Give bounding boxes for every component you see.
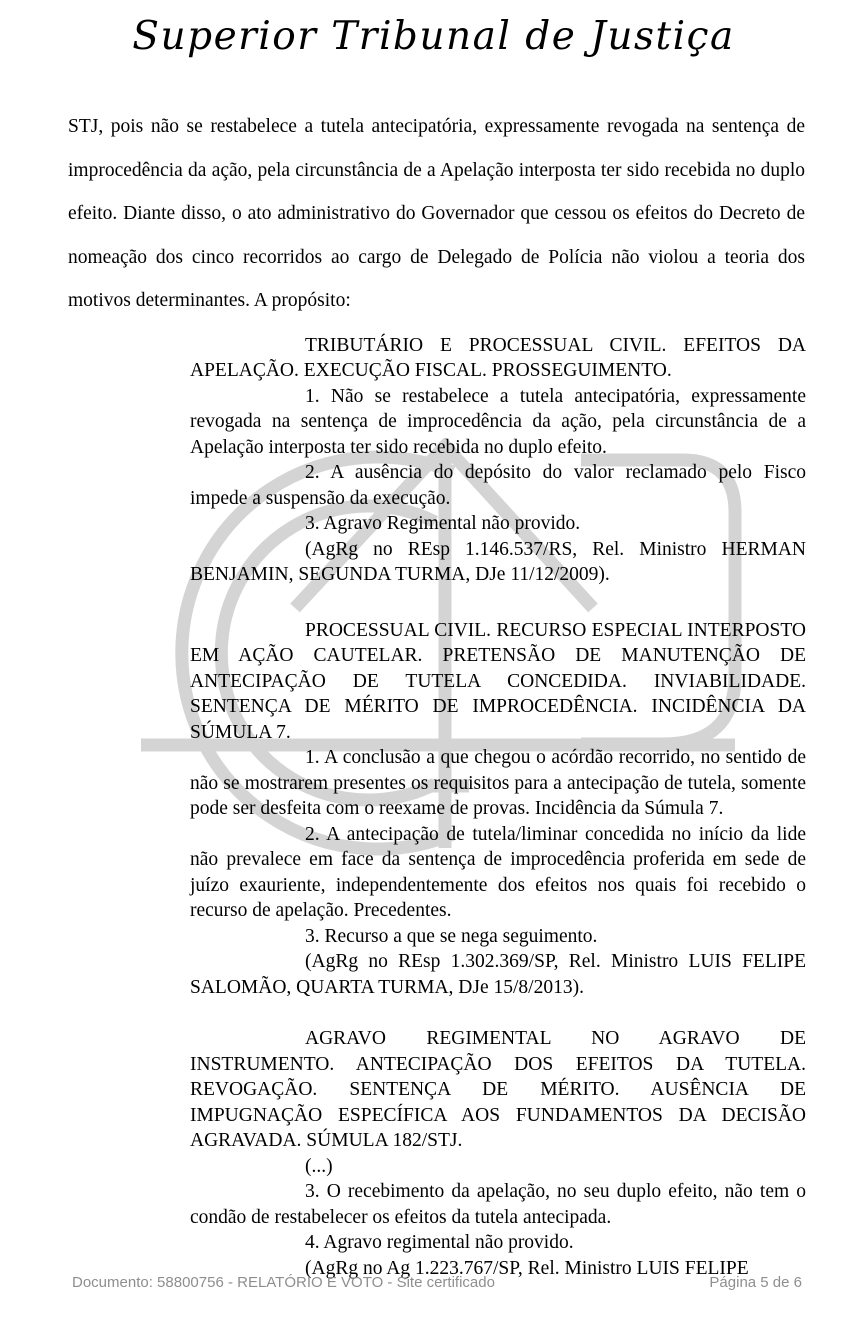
quote-heading: TRIBUTÁRIO E PROCESSUAL CIVIL. EFEITOS DA APELAÇÃO. EXECUÇÃO FISCAL. PROSSEGUIMENTO. xyxy=(190,334,806,381)
quote-item: 1. A conclusão a que chegou o acórdão recorrido, no sentido de não se mostrarem presentes os requisitos para a antecipação de tutela, somente pode ser desfeita com o reexame de provas. Incidência da Súmula 7. xyxy=(190,747,806,819)
quote-citation: (AgRg no REsp 1.146.537/RS, Rel. Ministro HERMAN BENJAMIN, SEGUNDA TURMA, DJe 11/12/2009). xyxy=(190,538,806,585)
court-title: Superior Tribunal de Justiça xyxy=(132,14,735,59)
quote-item: 1. Não se restabelece a tutela antecipatória, expressamente revogada na sentença de improcedência da ação, pela circunstância de a Apelação interposta ter sido recebida no duplo efeito. xyxy=(190,385,806,458)
body-paragraph: STJ, pois não se restabelece a tutela antecipatória, expressamente revogada na sentença de improcedência da ação, pela circunstância de a Apelação interposta ter sido recebida no duplo efeito. Diante disso, o ato administrativo do Governador que cessou os efeitos do Decreto de nomeação dos cinco recorridos ao cargo de Delegado de Polícia não violou a teoria dos motivos determinantes. A propósito: xyxy=(68,116,805,311)
case-quote-1 xyxy=(190,333,806,588)
quote-citation: (AgRg no REsp 1.302.369/SP, Rel. Ministro LUIS FELIPE SALOMÃO, QUARTA TURMA, DJe 15/8/2013). xyxy=(190,951,806,998)
quote-item: 4. Agravo regimental não provido. xyxy=(305,1232,574,1253)
quote-citation: (AgRg no Ag 1.223.767/SP, Rel. Ministro LUIS FELIPE xyxy=(305,1257,749,1279)
quote-heading: AGRAVO REGIMENTAL NO AGRAVO DE INSTRUMENTO. ANTECIPAÇÃO DOS EFEITOS DA TUTELA. REVOGAÇÃO. SENTENÇA DE MÉRITO. AUSÊNCIA DE IMPUGNAÇÃO ESPECÍFICA AOS FUNDAMENTOS DA DECISÃO AGRAVADA. SÚMULA 182/STJ. xyxy=(190,1028,806,1151)
document-certification-text: Documento: 58800756 - RELATÓRIO E VOTO - Site certificado xyxy=(72,1274,495,1291)
letterhead xyxy=(0,0,867,59)
quote-item: 2. A antecipação de tutela/liminar concedida no início da lide não prevalece em face da sentença de improcedência proferida em sede de juízo exauriente, independentemente dos efeitos nos quais foi recebido o recurso de apelação. Precedentes. xyxy=(190,823,806,921)
quote-item: 2. A ausência do depósito do valor reclamado pelo Fisco impede a suspensão da execução. xyxy=(190,462,806,509)
quote-item: 3. O recebimento da apelação, no seu duplo efeito, não tem o condão de restabelecer os efeitos da tutela antecipada. xyxy=(190,1181,806,1228)
quote-ellipsis: (...) xyxy=(305,1155,333,1177)
case-quote-2 xyxy=(190,618,806,1001)
quote-item: 3. Agravo Regimental não provido. xyxy=(305,513,581,534)
case-quote-3 xyxy=(190,1026,806,1281)
page-footer xyxy=(72,1274,802,1291)
quote-item: 3. Recurso a que se nega seguimento. xyxy=(305,925,598,947)
quote-heading: PROCESSUAL CIVIL. RECURSO ESPECIAL INTERPOSTO EM AÇÃO CAUTELAR. PRETENSÃO DE MANUTENÇÃO DE ANTECIPAÇÃO DE TUTELA CONCEDIDA. INVIABILIDADE. SENTENÇA DE MÉRITO DE IMPROCEDÊNCIA. INCIDÊNCIA DA SÚMULA 7. xyxy=(190,619,806,743)
page-number: Página 5 de 6 xyxy=(709,1274,802,1291)
